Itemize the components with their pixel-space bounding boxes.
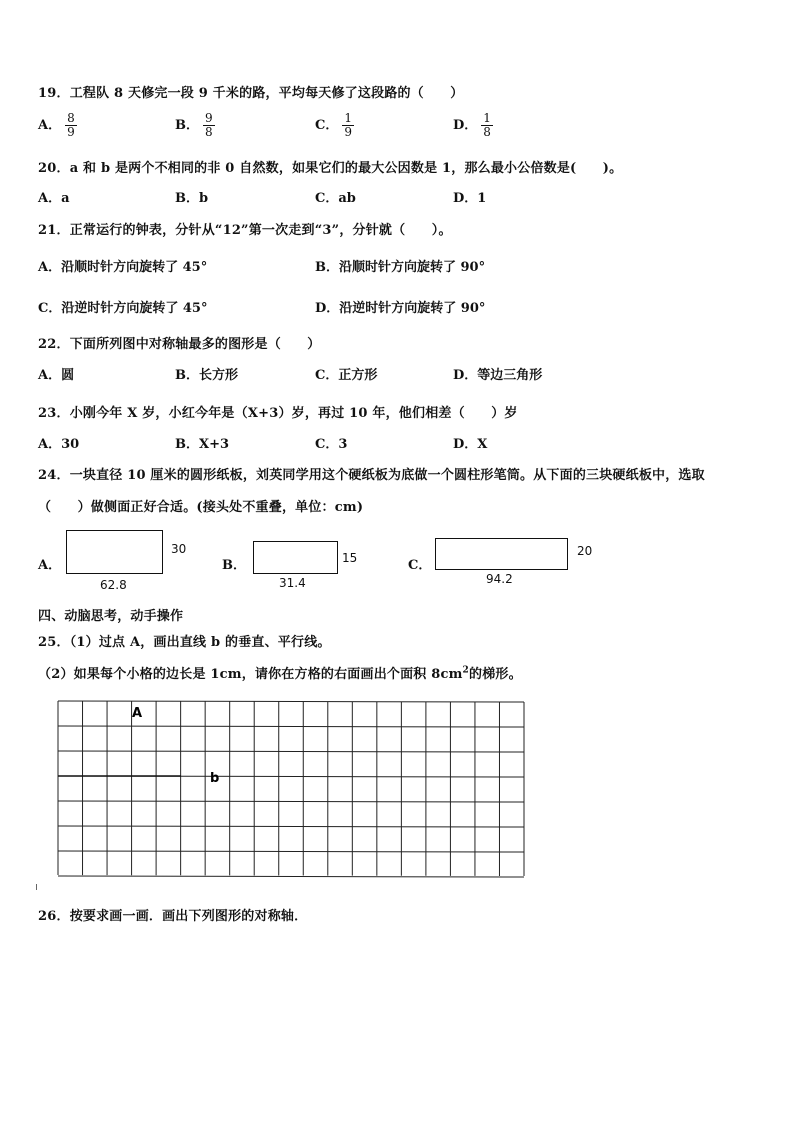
q22-option-a[interactable]: A．圆 — [38, 368, 75, 383]
q24-option-c-width: 94.2 — [486, 572, 513, 586]
option-label: A． — [38, 118, 62, 133]
q24-stem-line1: 24．一块直径 10 厘米的圆形纸板，刘英同学用这个硬纸板为底做一个圆柱形笔筒。从下面的三块硬纸板中，选取 — [38, 468, 705, 483]
grid-lines — [58, 701, 524, 877]
q23-option-c[interactable]: C．3 — [315, 437, 348, 452]
q24-stem-line2: （ ）做侧面正好合适。(接头处不重叠，单位：cm) — [38, 500, 364, 515]
q22-option-c[interactable]: C．正方形 — [315, 368, 378, 383]
q24-option-a-width: 62.8 — [100, 578, 127, 592]
q23-option-b[interactable]: B．X+3 — [175, 437, 230, 452]
grid-horizontal-line — [58, 801, 524, 802]
q19-option-b[interactable] — [175, 112, 215, 139]
q21-option-c[interactable]: C．沿逆时针方向旋转了 45° — [38, 301, 208, 316]
grid-horizontal-line — [58, 726, 524, 727]
q21-option-d[interactable]: D．沿逆时针方向旋转了 90° — [315, 301, 486, 316]
q19-option-c[interactable] — [315, 112, 354, 139]
q22-stem: 22．下面所列图中对称轴最多的图形是（ ） — [38, 337, 321, 352]
q24-option-b-rectangle[interactable] — [253, 541, 338, 574]
q25-part2: （2）如果每个小格的边长是 1cm，请你在方格的右面画出个面积 $8cm^2$的梯形。 — [38, 665, 522, 682]
q24-option-a-label[interactable]: A． — [38, 558, 62, 573]
line-b-label: b — [210, 771, 220, 786]
q24-option-a-rectangle[interactable] — [66, 530, 163, 574]
q22-option-b[interactable]: B．长方形 — [175, 368, 238, 383]
grid-horizontal-line — [58, 826, 524, 827]
q21-option-a[interactable]: A．沿顺时针方向旋转了 45° — [38, 260, 208, 275]
option-label: D． — [453, 118, 478, 133]
q22-option-d[interactable]: D．等边三角形 — [453, 368, 543, 383]
q24-option-b-height: 15 — [342, 551, 358, 565]
grid-horizontal-line — [58, 851, 524, 852]
q24-option-c-rectangle[interactable] — [435, 538, 568, 570]
q23-option-d[interactable]: D．X — [453, 437, 488, 452]
q20-option-c[interactable]: C．ab — [315, 191, 356, 206]
option-label: B． — [175, 118, 199, 133]
q20-option-a[interactable]: A．a — [38, 191, 70, 206]
q20-option-b[interactable]: B．b — [175, 191, 209, 206]
q19-stem: 19．工程队 8 天修完一段 9 千米的路，平均每天修了这段路的（ ） — [38, 86, 464, 101]
fraction: $\frac{9}{8}$ — [205, 111, 213, 139]
q24-option-c-label[interactable]: C． — [408, 558, 432, 573]
q24-option-c-height: 20 — [577, 544, 593, 558]
q24-option-a-height: 30 — [171, 542, 187, 556]
q21-stem: 21．正常运行的钟表，分针从“12”第一次走到“3”，分针就（ ）。 — [38, 223, 452, 238]
scan-mark — [36, 884, 37, 890]
q23-stem: 23．小刚今年 X 岁，小红今年是（X+3）岁，再过 10 年，他们相差（ ）岁 — [38, 406, 518, 421]
q20-option-d[interactable]: D．1 — [453, 191, 487, 206]
q19-option-a[interactable] — [38, 112, 77, 139]
q25-grid[interactable] — [56, 698, 528, 880]
q20-stem: 20．a 和 b 是两个不相同的非 0 自然数，如果它们的最大公因数是 1，那么最小公倍数是( )。 — [38, 161, 623, 176]
grid-horizontal-line — [58, 751, 524, 752]
q26-stem: 26．按要求画一画．画出下列图形的对称轴． — [38, 909, 308, 924]
q24-option-b-width: 31.4 — [279, 576, 306, 590]
q24-option-b-label[interactable]: B． — [222, 558, 246, 573]
q25-part1: 25．（1）过点 A，画出直线 b 的垂直、平行线。 — [38, 635, 331, 650]
fraction: $\frac{1}{8}$ — [483, 111, 491, 139]
section-title: 四、动脑思考，动手操作 — [38, 609, 184, 624]
q23-option-a[interactable]: A．30 — [38, 437, 80, 452]
point-a-label: A — [132, 706, 143, 721]
grid-horizontal-line — [58, 876, 524, 877]
grid-horizontal-line — [58, 701, 524, 702]
fraction: $\frac{8}{9}$ — [67, 111, 75, 139]
q21-option-b[interactable]: B．沿顺时针方向旋转了 90° — [315, 260, 486, 275]
fraction: $\frac{1}{9}$ — [344, 111, 352, 139]
option-label: C． — [315, 118, 339, 133]
q19-option-d[interactable] — [453, 112, 493, 139]
